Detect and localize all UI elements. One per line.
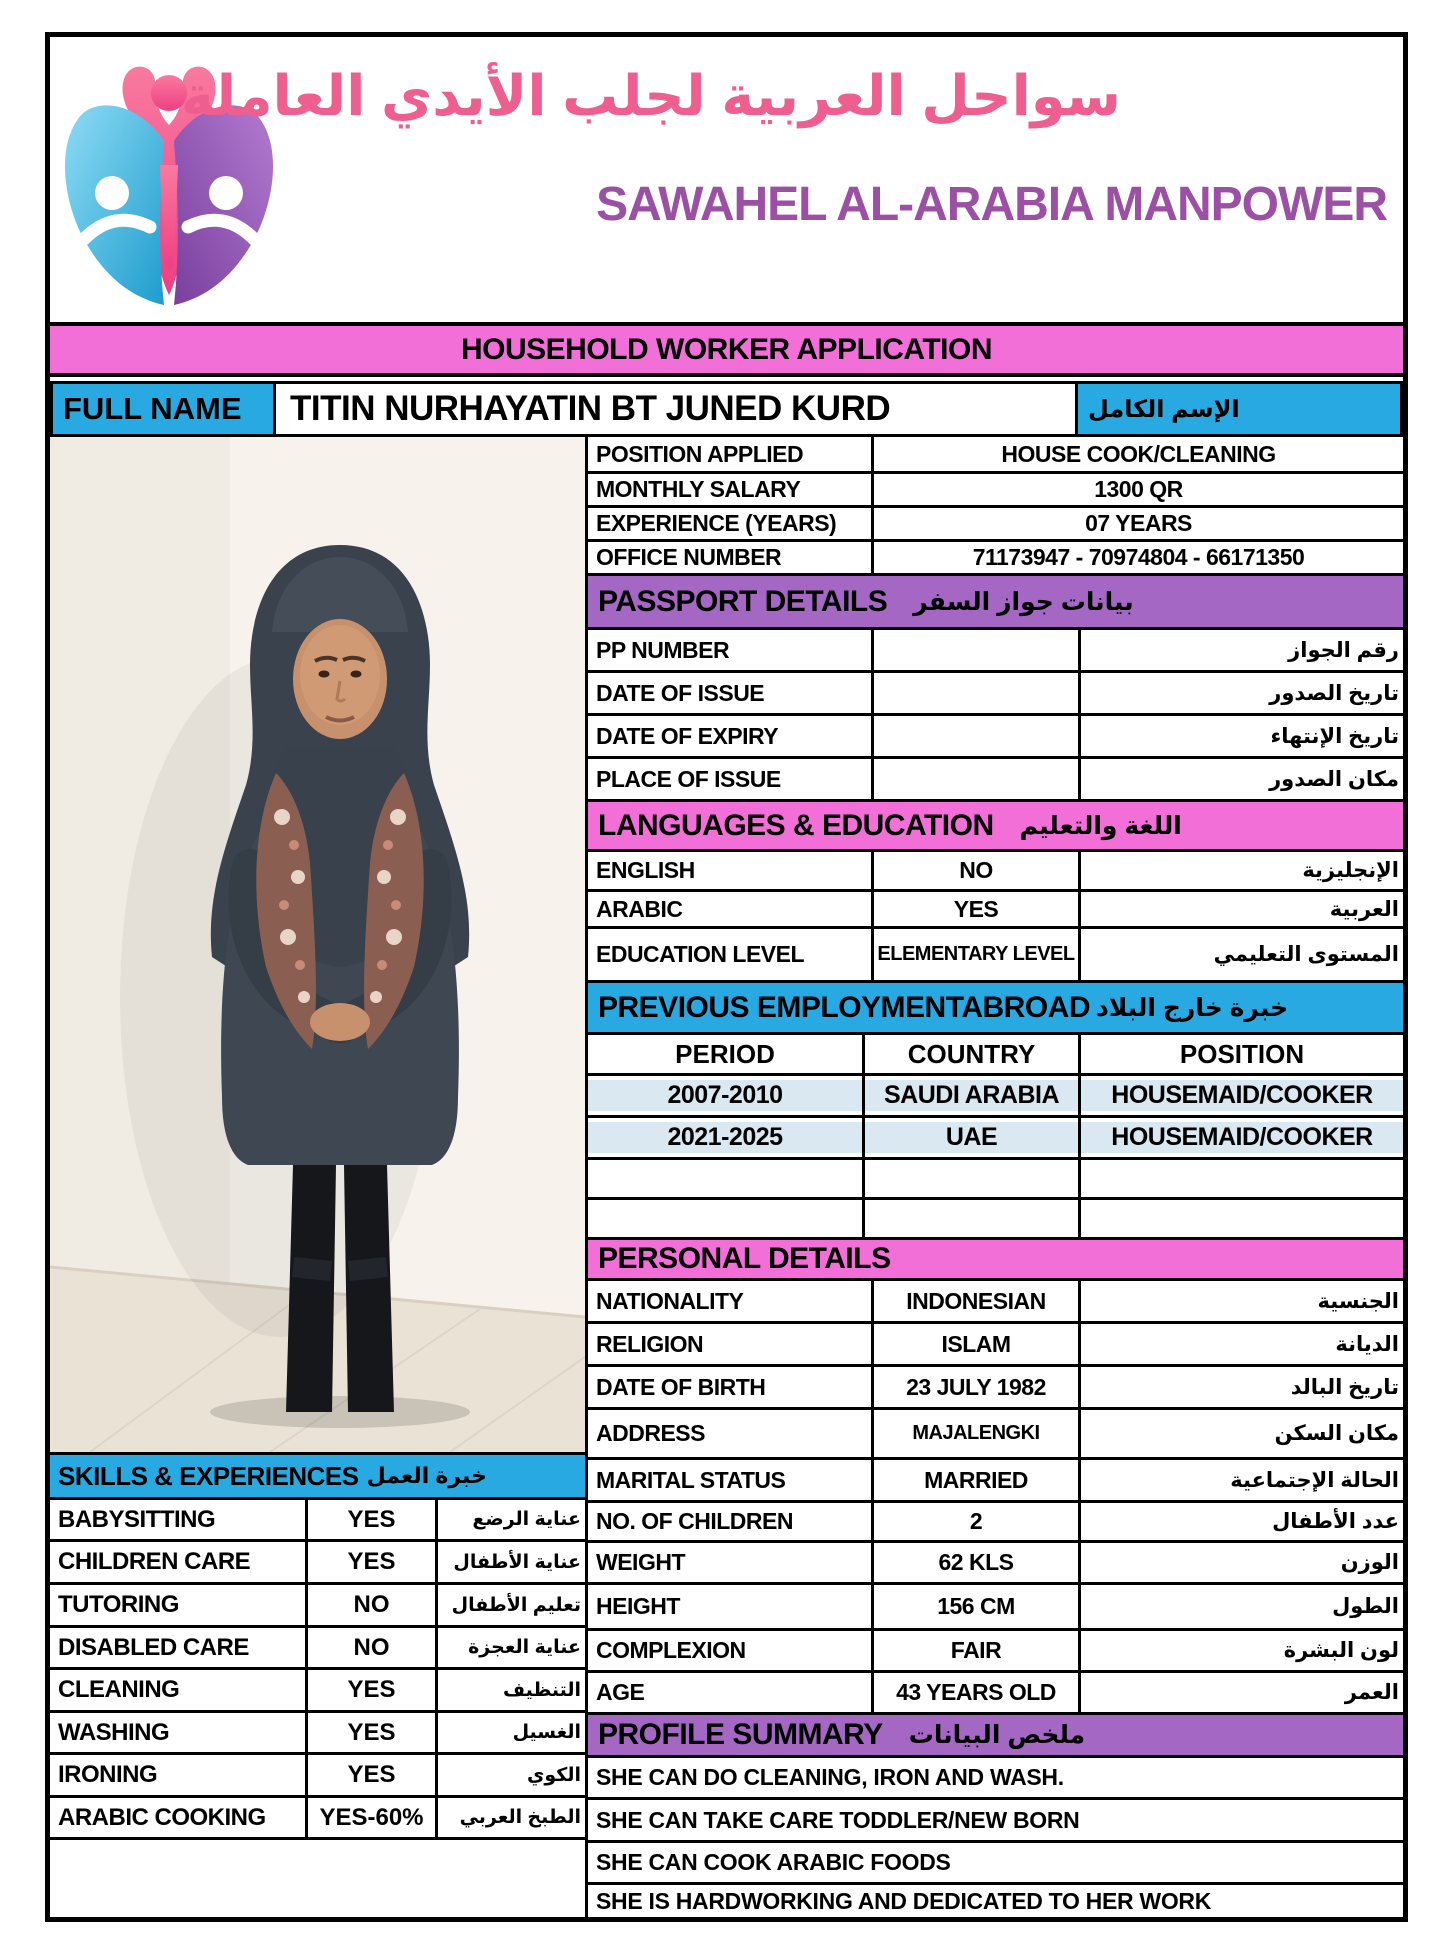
field-label: WEIGHT (596, 1549, 685, 1575)
field-label: EXPERIENCE (YEARS) (596, 510, 837, 536)
personal-row (588, 1457, 1403, 1500)
info-row (588, 539, 1403, 573)
language-row (588, 889, 1403, 926)
personal-row (588, 1278, 1403, 1321)
skill-label-arabic: الغسيل (435, 1713, 585, 1752)
skill-value: YES-60% (305, 1798, 435, 1837)
skill-row (50, 1625, 585, 1667)
skill-label: ARABIC COOKING (58, 1803, 266, 1831)
employment-row (588, 1073, 1403, 1115)
skill-label-arabic: الكوي (435, 1755, 585, 1795)
employment-row-empty (588, 1157, 1403, 1197)
field-label-arabic: العمر (1078, 1673, 1403, 1712)
personal-header-label: PERSONAL DETAILS (598, 1242, 891, 1275)
left-column (50, 437, 588, 1917)
field-label-arabic: الإنجليزية (1078, 852, 1403, 889)
field-label-arabic: مكان السكن (1078, 1410, 1403, 1457)
field-value (871, 716, 1078, 756)
full-name-label: FULL NAME (50, 381, 276, 437)
field-label-arabic: الجنسية (1078, 1281, 1403, 1321)
passport-section-header (588, 573, 1403, 627)
field-value: 07 YEARS (871, 508, 1403, 539)
applicant-photo-illustration (50, 437, 585, 1452)
personal-section-header (588, 1237, 1403, 1278)
field-label-arabic: تاريخ الإنتهاء (1078, 716, 1403, 756)
field-label: POSITION APPLIED (596, 440, 804, 467)
summary-line (588, 1840, 1403, 1882)
skill-value: YES (305, 1542, 435, 1582)
summary-text: SHE CAN DO CLEANING, IRON AND WASH. (596, 1764, 1064, 1790)
form-title-bar (50, 322, 1403, 377)
info-row (588, 505, 1403, 539)
full-name-value: TITIN NURHAYATIN BT JUNED KURD (276, 381, 1078, 437)
field-label: MARITAL STATUS (596, 1466, 786, 1493)
skill-label: IRONING (58, 1761, 158, 1788)
skill-row (50, 1795, 585, 1837)
skills-header-label: SKILLS & EXPERIENCES (58, 1460, 359, 1491)
skill-label-arabic: التنظيف (435, 1670, 585, 1710)
field-value: YES (871, 892, 1078, 926)
summary-line (588, 1755, 1403, 1797)
field-label: HEIGHT (596, 1593, 680, 1619)
skill-label: TUTORING (58, 1591, 179, 1618)
passport-row (588, 627, 1403, 670)
personal-row (588, 1670, 1403, 1712)
employment-position: HOUSEMAID/COOKER (1078, 1118, 1403, 1157)
skill-label: CLEANING (58, 1676, 180, 1703)
skill-label-arabic: عناية الأطفال (435, 1542, 585, 1582)
education-level-row (588, 926, 1403, 980)
field-value: 1300 QR (871, 474, 1403, 505)
field-value (871, 759, 1078, 799)
skills-header-label-arabic: خبرة العمل (366, 1463, 487, 1488)
field-value: NO (871, 852, 1078, 889)
skill-label: DISABLED CARE (58, 1633, 249, 1661)
skill-label: BABYSITTING (58, 1505, 216, 1533)
summary-line (588, 1797, 1403, 1840)
field-label-arabic: مكان الصدور (1078, 759, 1403, 799)
languages-section-header (588, 799, 1403, 849)
skill-label-arabic: عناية العجزة (435, 1628, 585, 1667)
passport-header-label-arabic: بيانات جواز السفر (913, 587, 1134, 616)
applicant-photo (50, 437, 585, 1452)
form-body (50, 437, 1403, 1917)
personal-row (588, 1407, 1403, 1457)
passport-row (588, 756, 1403, 799)
field-value: ELEMENTARY LEVEL (871, 929, 1078, 980)
field-value: FAIR (871, 1631, 1078, 1670)
employment-row (588, 1115, 1403, 1157)
info-row (588, 471, 1403, 505)
skill-row (50, 1582, 585, 1625)
employment-header-label-arabic: خبرة خارج البلاد (1095, 993, 1289, 1022)
field-label: ADDRESS (596, 1420, 705, 1446)
field-value: MAJALENGKI (871, 1410, 1078, 1457)
field-label: COMPLEXION (596, 1637, 746, 1663)
summary-header-label: PROFILE SUMMARY (598, 1718, 883, 1751)
skills-empty-cell (50, 1837, 585, 1917)
field-label-arabic: لون البشرة (1078, 1631, 1403, 1670)
employment-section-header (588, 980, 1403, 1032)
skill-value: NO (305, 1628, 435, 1667)
employment-row-empty (588, 1197, 1403, 1237)
field-label-arabic: رقم الجواز (1078, 630, 1403, 670)
field-label-arabic: الحالة الإجتماعية (1078, 1460, 1403, 1500)
summary-line (588, 1882, 1403, 1917)
personal-row (588, 1540, 1403, 1582)
field-label: NO. OF CHILDREN (596, 1508, 793, 1534)
field-value: 62 KLS (871, 1543, 1078, 1582)
field-label-arabic: الديانة (1078, 1324, 1403, 1364)
field-value: 2 (871, 1503, 1078, 1540)
full-name-row (50, 381, 1403, 437)
languages-header-label: LANGUAGES & EDUCATION (598, 808, 994, 842)
application-form-page (45, 32, 1408, 1922)
skill-value: YES (305, 1670, 435, 1710)
employment-period: 2021-2025 (588, 1118, 862, 1157)
field-value: 156 CM (871, 1585, 1078, 1628)
agency-title-english: SAWAHEL AL-ARABIA MANPOWER (596, 178, 1387, 231)
employment-header-label: PREVIOUS EMPLOYMENTABROAD (598, 990, 1090, 1024)
summary-text: SHE CAN TAKE CARE TODDLER/NEW BORN (596, 1806, 1080, 1833)
field-value: MARRIED (871, 1460, 1078, 1500)
column-header-period: PERIOD (675, 1038, 775, 1069)
skill-label: CHILDREN CARE (58, 1548, 251, 1575)
field-value: 43 YEARS OLD (871, 1673, 1078, 1712)
field-label-arabic: العربية (1078, 892, 1403, 926)
field-label: ENGLISH (596, 857, 695, 883)
skill-label: WASHING (58, 1718, 170, 1746)
field-label: MONTHLY SALARY (596, 476, 801, 502)
skill-label-arabic: عناية الرضع (435, 1500, 585, 1539)
field-label: AGE (596, 1679, 645, 1705)
field-label: DATE OF BIRTH (596, 1373, 766, 1400)
field-label: NATIONALITY (596, 1287, 744, 1314)
skill-label-arabic: تعليم الأطفال (435, 1585, 585, 1625)
language-row (588, 849, 1403, 889)
employment-columns-row (588, 1032, 1403, 1073)
employment-position: HOUSEMAID/COOKER (1078, 1076, 1403, 1115)
personal-row (588, 1582, 1403, 1628)
column-header-country: COUNTRY (862, 1035, 1078, 1073)
field-label: PLACE OF ISSUE (596, 765, 781, 792)
field-value: ISLAM (871, 1324, 1078, 1364)
personal-row (588, 1321, 1403, 1364)
field-value (871, 673, 1078, 713)
field-label: DATE OF ISSUE (596, 679, 765, 706)
field-label-arabic: الوزن (1078, 1543, 1403, 1582)
field-label: RELIGION (596, 1330, 704, 1357)
summary-header-label-arabic: ملخص البيانات (908, 1721, 1086, 1749)
skill-row (50, 1667, 585, 1710)
field-value (871, 630, 1078, 670)
skill-row (50, 1752, 585, 1795)
field-label: ARABIC (596, 895, 683, 922)
field-label-arabic: تاريخ الصدور (1078, 673, 1403, 713)
skill-label-arabic: الطبخ العربي (435, 1798, 585, 1837)
skill-value: YES (305, 1755, 435, 1795)
personal-row (588, 1364, 1403, 1407)
skill-row (50, 1539, 585, 1582)
agency-header (50, 37, 1403, 322)
skill-row (50, 1497, 585, 1539)
summary-section-header (588, 1712, 1403, 1755)
field-label-arabic: عدد الأطفال (1078, 1503, 1403, 1540)
passport-row (588, 713, 1403, 756)
skill-value: YES (305, 1500, 435, 1539)
right-column (588, 437, 1403, 1917)
field-value: 71173947 - 70974804 - 66171350 (871, 542, 1403, 573)
summary-text: SHE IS HARDWORKING AND DEDICATED TO HER WORK (596, 1887, 1212, 1914)
personal-row (588, 1628, 1403, 1670)
agency-title-arabic: سواحل العربية لجلب الأيدي العاملة (181, 64, 1121, 127)
languages-header-label-arabic: اللغة والتعليم (1019, 811, 1182, 840)
summary-text: SHE CAN COOK ARABIC FOODS (596, 1849, 951, 1875)
personal-row (588, 1500, 1403, 1540)
field-value: 23 JULY 1982 (871, 1367, 1078, 1407)
employment-country: UAE (862, 1118, 1078, 1157)
form-title: HOUSEHOLD WORKER APPLICATION (461, 332, 992, 366)
field-value: INDONESIAN (871, 1281, 1078, 1321)
skill-value: YES (305, 1713, 435, 1752)
employment-period: 2007-2010 (588, 1076, 862, 1115)
skills-section-header (50, 1452, 585, 1497)
field-label-arabic: الطول (1078, 1585, 1403, 1628)
field-label: DATE OF EXPIRY (596, 722, 779, 749)
column-header-position: POSITION (1078, 1035, 1403, 1073)
field-label-arabic: تاريخ البالد (1078, 1367, 1403, 1407)
passport-header-label: PASSPORT DETAILS (598, 584, 888, 618)
field-label: OFFICE NUMBER (596, 544, 782, 570)
info-row (588, 437, 1403, 471)
field-label: EDUCATION LEVEL (596, 941, 805, 967)
employment-country: SAUDI ARABIA (862, 1076, 1078, 1115)
skill-value: NO (305, 1585, 435, 1625)
field-label: PP NUMBER (596, 636, 730, 663)
full-name-label-arabic: الإسم الكامل (1078, 381, 1403, 437)
passport-row (588, 670, 1403, 713)
field-value: HOUSE COOK/CLEANING (871, 437, 1403, 471)
skill-row (50, 1710, 585, 1752)
field-label-arabic: المستوى التعليمي (1078, 929, 1403, 980)
